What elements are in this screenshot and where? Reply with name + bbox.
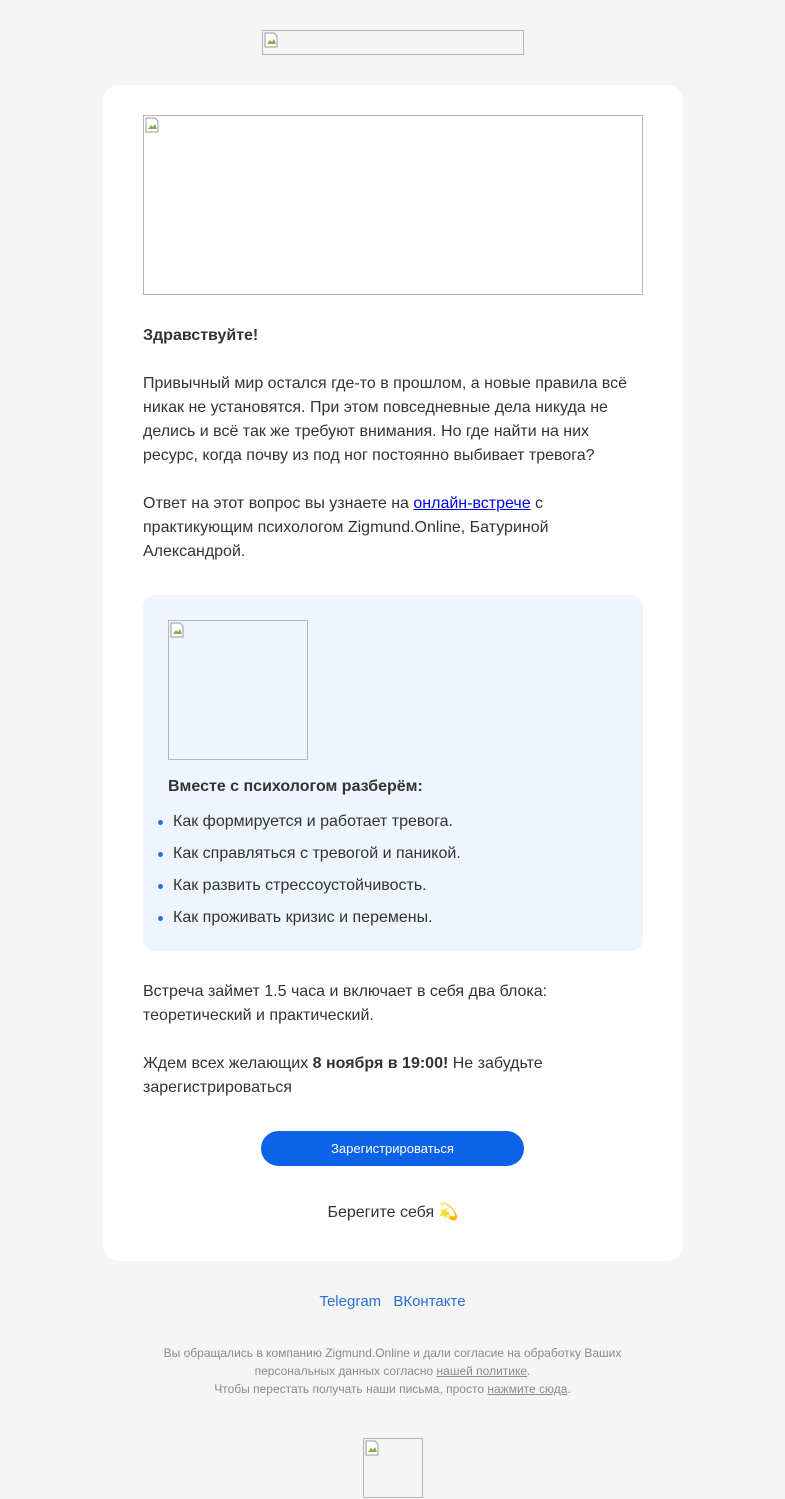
topics-box — [143, 595, 643, 951]
answer-text-after: с практикующим психологом Zigmund.Online, Батуриной Александрой. — [143, 495, 549, 560]
greeting-heading: Здравствуйте! — [143, 327, 259, 344]
invite-text-after: Не забудьте зарегистрироваться — [143, 1055, 543, 1096]
telegram-link[interactable]: Telegram — [319, 1293, 382, 1310]
consent-text-after: . — [527, 1364, 531, 1378]
social-links — [0, 1292, 785, 1312]
unsubscribe-text-after: . — [567, 1382, 571, 1396]
psychologist-photo — [168, 620, 308, 760]
hero-banner-image — [143, 115, 643, 295]
consent-text-before: Вы обращались в компанию Zigmund.Online и дали согласие на обработку Ваших персональных данных согласно — [163, 1346, 622, 1378]
duration-paragraph: Встреча займет 1.5 часа и включает в себя два блока: теоретический и практический. — [143, 983, 548, 1024]
answer-text-before: Ответ на этот вопрос вы узнаете на — [143, 495, 414, 512]
online-meeting-link[interactable]: онлайн-встрече — [413, 495, 531, 512]
vkontakte-link[interactable]: ВКонтакте — [393, 1293, 466, 1310]
broken-image-icon — [170, 622, 184, 638]
event-date: 8 ноября в 19:00! — [312, 1055, 449, 1072]
register-button[interactable]: Зарегистрироваться — [261, 1131, 524, 1166]
list-item — [173, 842, 461, 866]
invite-text-before: Ждем всех желающих — [143, 1055, 313, 1072]
list-item-text: Как развить стрессоустойчивость. — [173, 877, 427, 894]
bullet-dot-icon — [158, 820, 163, 825]
list-item — [173, 874, 461, 898]
list-item — [173, 810, 461, 834]
signoff-text: Берегите себя 💫 — [327, 1204, 459, 1221]
list-item-text: Как формируется и работает тревога. — [173, 813, 453, 830]
list-item-text: Как проживать кризис и перемены. — [173, 909, 433, 926]
broken-image-icon — [145, 117, 159, 133]
email-card — [103, 85, 683, 1261]
topics-list — [173, 810, 461, 938]
header-logo-image — [262, 30, 524, 55]
bullet-dot-icon — [158, 916, 163, 921]
broken-image-icon — [365, 1440, 379, 1456]
broken-image-icon — [264, 32, 278, 48]
intro-paragraph: Привычный мир остался где-то в прошлом, а новые правила всё никак не установятся. При этом повседневные дела никуда не делись и всё так же требуют внимания. Но где найти на них ресурс, когда почву из под ног постоянно выбивает тревога? — [143, 375, 627, 464]
topics-title: Вместе с психологом разберём: — [168, 778, 423, 795]
invite-paragraph — [143, 1052, 643, 1100]
answer-paragraph — [143, 492, 643, 564]
unsubscribe-text-before: Чтобы перестать получать наши письма, просто — [214, 1382, 488, 1396]
footer-logo-image — [363, 1438, 423, 1498]
list-item — [173, 906, 461, 930]
bullet-dot-icon — [158, 884, 163, 889]
privacy-policy-link[interactable]: нашей политике — [436, 1364, 528, 1378]
unsubscribe-link[interactable]: нажмите сюда — [487, 1382, 568, 1396]
unsubscribe-notice — [140, 1380, 645, 1398]
list-item-text: Как справляться с тревогой и паникой. — [173, 845, 461, 862]
consent-notice — [140, 1344, 645, 1380]
bullet-dot-icon — [158, 852, 163, 857]
